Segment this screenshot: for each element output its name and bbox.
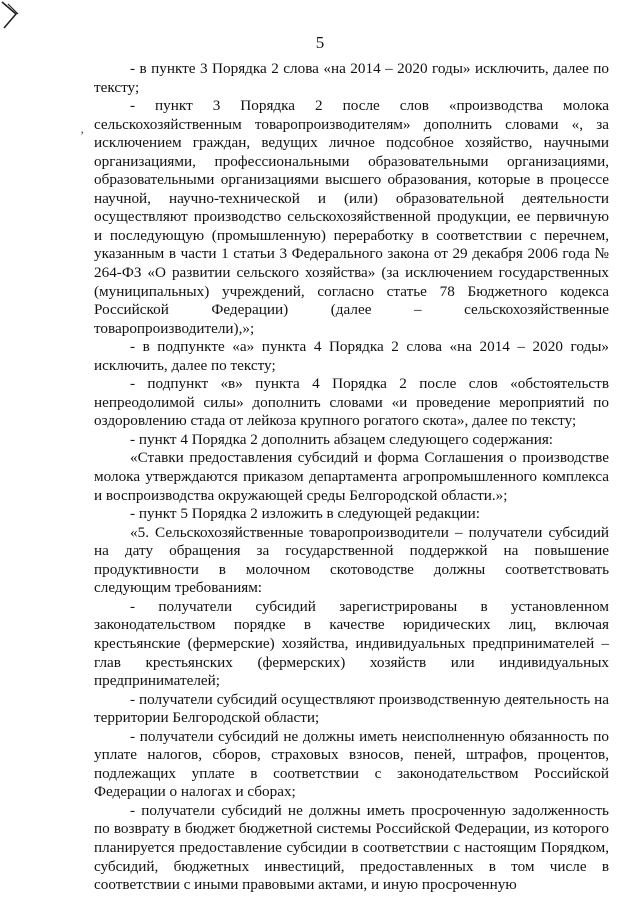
paragraph-6: «Ставки предоставления субсидий и форма Соглашения о производстве молока утверждаются приказом департамента агропромышленного комплекса и воспроизводства окружающей среды Белгородской области.»; [94,449,609,504]
paragraph-1: - в пункте 3 Порядка 2 слова «на 2014 – 2020 годы» исключить, далее по тексту; [94,60,609,96]
paragraph-5: - пункт 4 Порядка 2 дополнить абзацем следующего содержания: [130,430,554,448]
paragraph-3: - в подпункте «а» пункта 4 Порядка 2 слова «на 2014 – 2020 годы» исключить, далее по тексту; [94,338,609,374]
paragraph-9: - получатели субсидий зарегистрированы в установленном законодательством порядке в качестве юридических лиц, включая крестьянские (фермерские) хозяйства, индивидуальных предпринимателей – глав крестьянских (фермерских) хозяйств или индивидуальных предпринимателей; [94,597,609,690]
paragraph-4: - подпункт «в» пункта 4 Порядка 2 после слов «обстоятельств непреодолимой силы» дополнить словами «и проведение мероприятий по оздоровлению стада от лейкоза крупного рогатого скота», далее по тексту; [94,375,609,430]
paragraph-12: - получатели субсидий не должны иметь просроченную задолженность по возврату в бюджет бюджетной системы Российской Федерации, из которого планируется предоставление субсидии в соответствии с настоящим Порядком, субсидий, бюджетных инвестиций, предоставленных в том числе в соответствии с иными правовыми актами, и иную просроченную [94,801,609,894]
paragraph-10: - получатели субсидий осуществляют производственную деятельность на территории Белгородской области; [94,690,609,727]
paragraph-7: - пункт 5 Порядка 2 изложить в следующей редакции: [130,505,480,523]
margin-mark: ‚ [80,121,85,136]
page-number: 5 [315,33,325,52]
paragraph-8: «5. Сельскохозяйственные товаропроизводители – получатели субсидий на дату обращения за государственной поддержкой на повышение продуктивности в молочном скотоводстве должны соответствовать следующим требованиям: [94,523,609,597]
paragraph-2: - пункт 3 Порядка 2 после слов «производства молока сельскохозяйственным товаропроизводителям» дополнить словами «, за исключением граждан, ведущих личное подсобное хозяйство, научными организациями, профессиональными образовательными организациями, образовательными организациями высшего образования, которые в процессе научной, научно-технической и (или) образовательной деятельности осуществляют производство сельскохозяйственной продукции, ее первичную и последующую (промышленную) переработку в соответствии с перечнем, указанным в части 1 статьи 3 Федерального закона от 29 декабря 2006 года № 264-ФЗ «О развитии сельского хозяйства» (за исключением государственных (муниципальных) учреждений, согласно статье 78 Бюджетного кодекса Российской Федерации) (далее – сельскохозяйственные товаропроизводители),»; [94,97,609,337]
document-body [94,60,609,895]
paragraph-11: - получатели субсидий не должны иметь неисполненную обязанность по уплате налогов, сборов, страховых взносов, пеней, штрафов, процентов, подлежащих уплате в соответствии с законодательством Российской Федерации о налогах и сборах; [94,727,609,801]
